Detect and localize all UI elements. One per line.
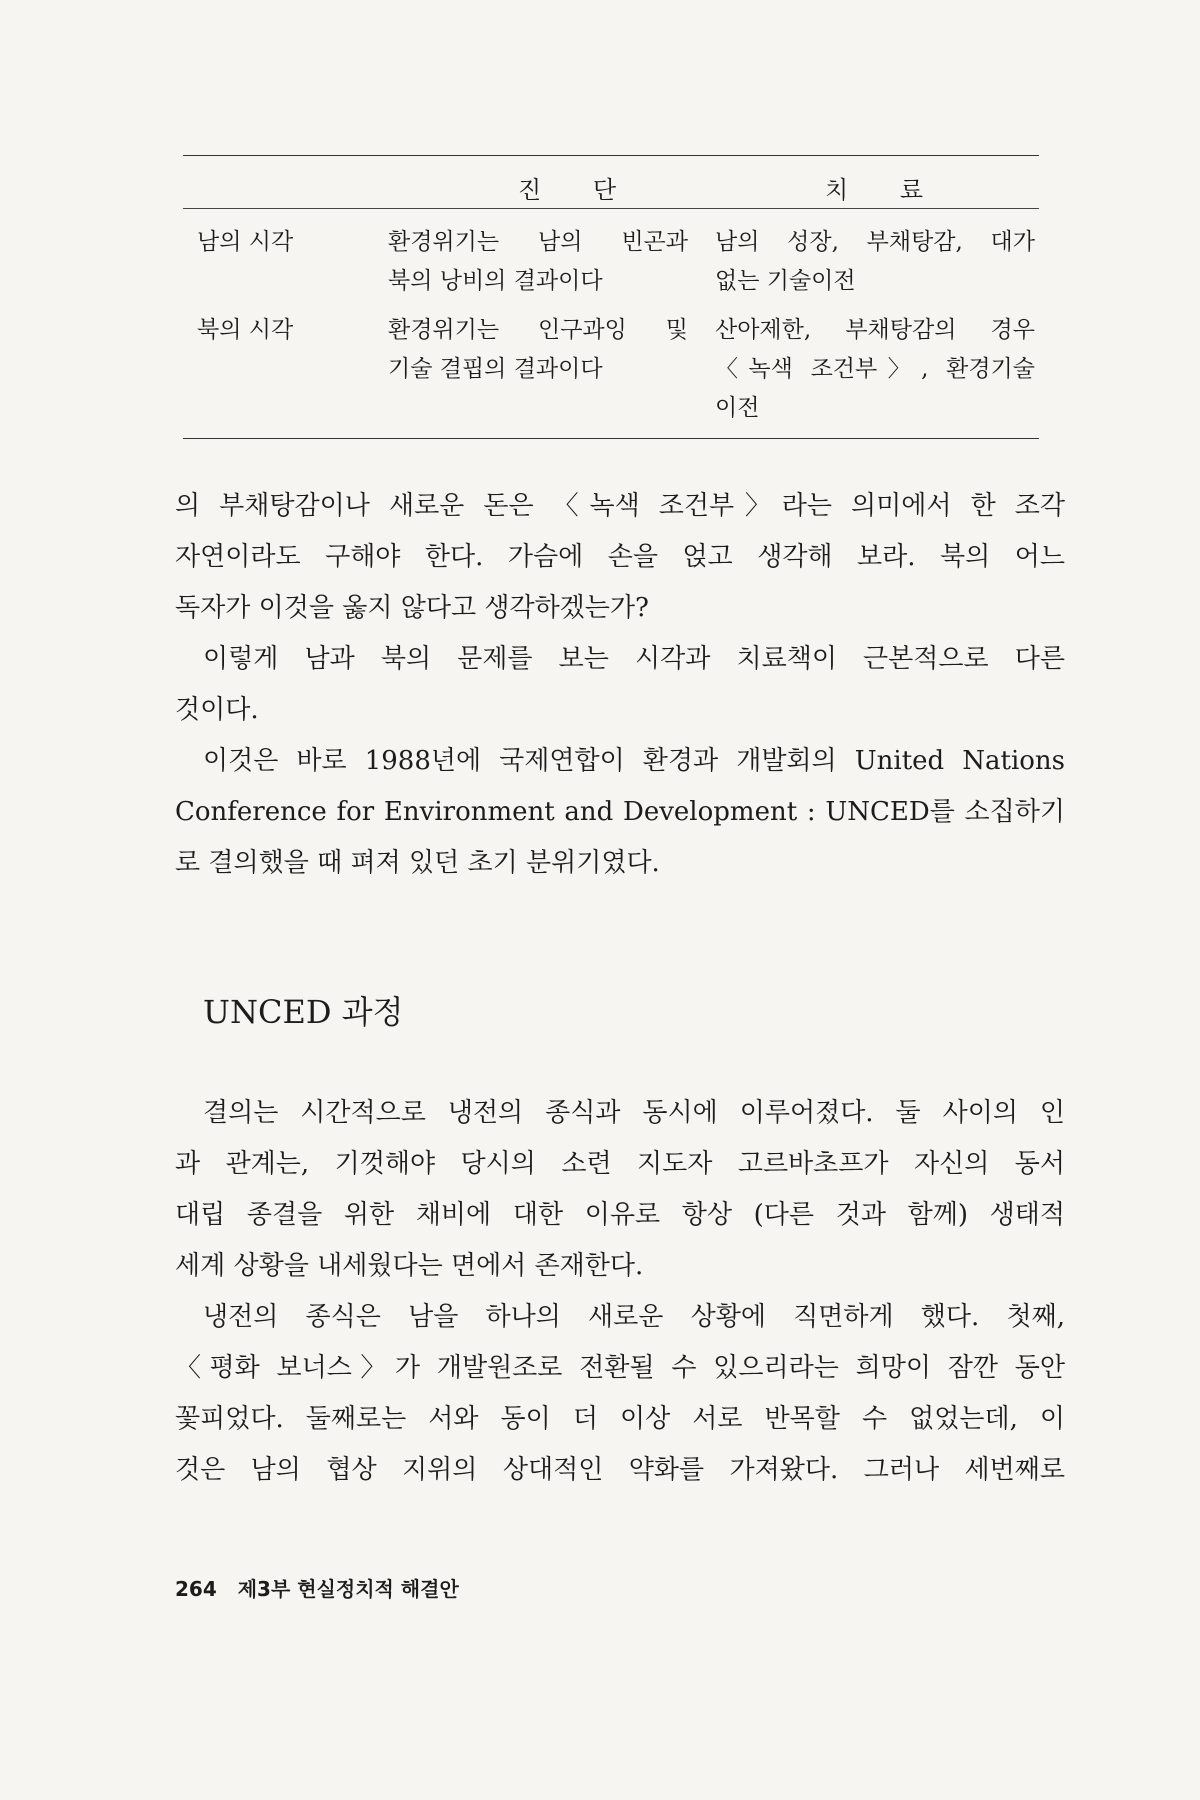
part-title: 제3부 현실정치적 해결안	[237, 1577, 459, 1601]
text-line: 세계 상황을 내세웠다는 면에서 존재한다.	[175, 1251, 644, 1281]
text-line: 과 관계는, 기껏해야 당시의 소련 지도자 고르바초프가 자신의 동서	[175, 1149, 1065, 1179]
text-line: 이것은 바로 1988년에 국제연합이 환경과 개발회의 United Nations	[203, 746, 1065, 776]
text-line: 것은 남의 협상 지위의 상대적인 약화를 가져왔다. 그러나 세번째로	[175, 1455, 1065, 1485]
table-bottom-rule	[183, 438, 1039, 439]
cell-line: 환경위기는 남의 빈곤과	[388, 229, 688, 255]
row-label: 남의 시각	[197, 229, 294, 255]
page-number: 264	[175, 1577, 217, 1601]
table-header	[183, 156, 1039, 208]
text-line: 대립 종결을 위한 채비에 대한 이유로 항상 (다른 것과 함께) 생태적	[175, 1200, 1065, 1230]
section-heading: UNCED 과정	[203, 993, 404, 1031]
text-line: 결의는 시간적으로 냉전의 종식과 동시에 이루어졌다. 둘 사이의 인	[203, 1098, 1065, 1128]
text-line: 이렇게 남과 북의 문제를 보는 시각과 치료책이 근본적으로 다른	[203, 644, 1065, 674]
text-line: 독자가 이것을 옳지 않다고 생각하겠는가?	[175, 593, 649, 623]
body-text-bottom	[175, 1088, 1065, 1496]
treatment-cell	[715, 311, 1035, 428]
diagnosis-cell	[388, 311, 688, 389]
cell-line: 환경위기는 인구과잉 및	[388, 317, 688, 343]
cell-line: 북의 낭비의 결과이다	[388, 268, 603, 294]
table-row-south	[183, 223, 1039, 311]
table-row-north	[183, 311, 1039, 438]
text-line: Conference for Environment and Development : UNCED를 소집하기	[175, 797, 1065, 827]
text-line: 자연이라도 구해야 한다. 가슴에 손을 얹고 생각해 보라. 북의 어느	[175, 542, 1065, 572]
comparison-table	[183, 155, 1039, 439]
cell-line: 없는 기술이전	[715, 268, 856, 294]
cell-line: 〈녹색 조건부〉, 환경기술	[715, 356, 1035, 382]
text-line: 〈평화 보너스〉가 개발원조로 전환될 수 있으리라는 희망이 잠깐 동안	[175, 1353, 1065, 1383]
table-header-rule	[183, 208, 1039, 209]
cell-line: 산아제한, 부채탕감의 경우	[715, 317, 1035, 343]
cell-line: 기술 결핍의 결과이다	[388, 356, 603, 382]
cell-line: 남의 성장, 부채탕감, 대가	[715, 229, 1035, 255]
cell-line: 이전	[715, 395, 760, 421]
text-line: 것이다.	[175, 695, 259, 725]
body-text-top	[175, 481, 1065, 889]
text-line: 냉전의 종식은 남을 하나의 새로운 상황에 직면하게 했다. 첫째,	[203, 1302, 1065, 1332]
text-line: 의 부채탕감이나 새로운 돈은 〈녹색 조건부〉라는 의미에서 한 조각	[175, 491, 1065, 521]
page-footer	[175, 1573, 459, 1602]
text-line: 꽃피었다. 둘째로는 서와 동이 더 이상 서로 반목할 수 없었는데, 이	[175, 1404, 1065, 1434]
treatment-cell	[715, 223, 1035, 301]
row-label: 북의 시각	[197, 317, 294, 343]
header-diagnosis: 진 단	[518, 176, 638, 204]
text-line: 로 결의했을 때 펴져 있던 초기 분위기였다.	[175, 848, 660, 878]
diagnosis-cell	[388, 223, 688, 301]
header-treatment: 치 료	[825, 176, 945, 204]
